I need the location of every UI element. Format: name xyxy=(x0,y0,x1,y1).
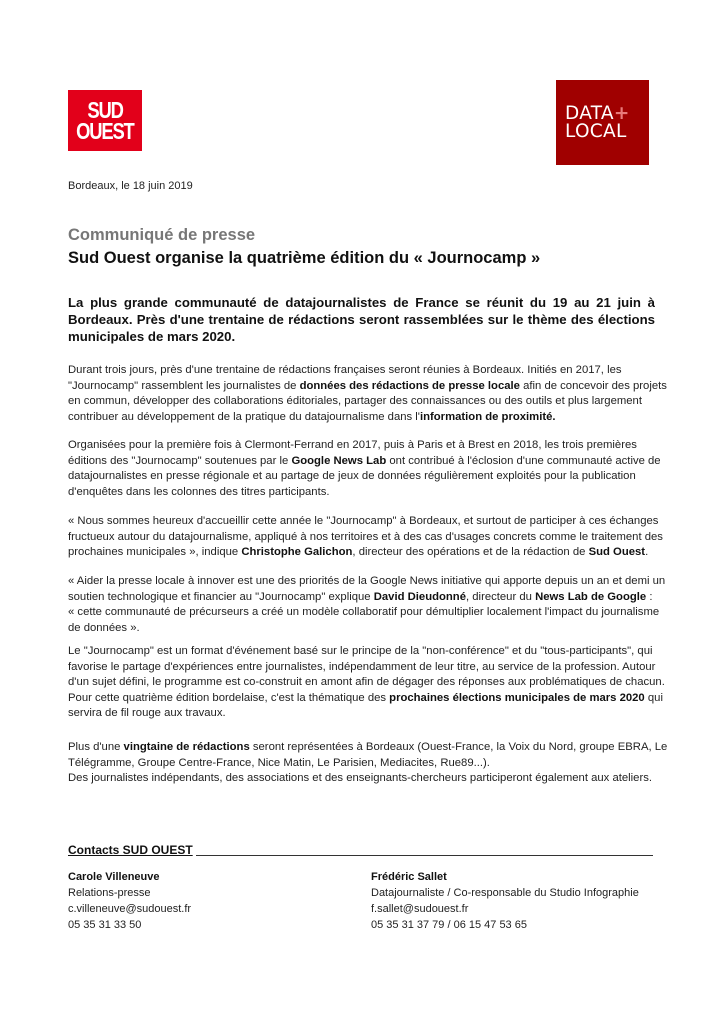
text: , directeur des opérations et de la rédaction de xyxy=(352,546,589,558)
bold-text: données des rédactions de presse locale xyxy=(299,379,520,392)
bold-text: David Dieudonné xyxy=(373,590,466,603)
bold-text: Google News Lab xyxy=(291,454,387,467)
text: Durant trois jours, près d'une trentaine de rédactions françaises seront réunies à Bordeaux. Initiés en 2017, les "Journocamp" rassemblent les journalistes de xyxy=(68,364,622,392)
contacts-title: Contacts SUD OUEST xyxy=(68,843,193,857)
contact-email[interactable]: f.sallet@sudouest.fr xyxy=(371,903,469,915)
date-line: Bordeaux, le 18 juin 2019 xyxy=(68,180,193,192)
text: Organisées pour la première fois à Clermont-Ferrand en 2017, puis à Paris et à Brest en 2018, les trois premières éditions des "Journocamp" soutenues par le xyxy=(68,439,637,467)
text: seront représentées à Bordeaux (Ouest-France, la Voix du Nord, groupe EBRA, Le Télégramme, Groupe Centre-France, Nice Matin, Le Parisien, Mediacites, Rue89...). xyxy=(68,741,668,769)
bold-text: vingtaine de rédactions xyxy=(123,741,250,753)
sud-ouest-logo-line1: SUD xyxy=(87,96,123,123)
text: ont contribué à l'éclosion d'une communauté active de datajournalistes en presse régionale et au partage de jeux de données régulièrement exploités pour la publication d'enquêtes dans les colonnes des titres participants. xyxy=(68,454,661,498)
data-local-logo-data: DATA xyxy=(565,102,614,124)
contact-email[interactable]: c.villeneuve@sudouest.fr xyxy=(68,903,192,915)
data-local-logo-line1 xyxy=(565,102,649,124)
sud-ouest-logo-line2: OUEST xyxy=(76,117,134,144)
paragraph-5 xyxy=(68,644,668,722)
sud-ouest-logo xyxy=(68,90,142,151)
bold-text: Christophe Galichon xyxy=(241,546,353,558)
kicker: Communiqué de presse xyxy=(68,226,256,244)
bold-text: Sud Ouest xyxy=(588,546,646,558)
contact-role: Datajournaliste / Co-responsable du Studio Infographie xyxy=(371,887,639,899)
paragraph-3 xyxy=(68,514,668,561)
bold-text: information de proximité. xyxy=(419,410,556,423)
paragraph-4 xyxy=(68,574,668,636)
contact-role: Relations-presse xyxy=(68,887,151,899)
paragraph-6 xyxy=(68,740,668,787)
contact-card-right xyxy=(371,869,639,933)
lead-paragraph: La plus grande communauté de datajournalistes de France se réunit du 19 au 21 juin à Bordeaux. Près d'une trentaine de rédactions seront rassemblées sur le thème des élections municipales de mars 2020. xyxy=(68,295,655,344)
bold-text: prochaines élections municipales de mars 2020 xyxy=(389,691,645,704)
paragraph-2 xyxy=(68,438,668,500)
contacts-header xyxy=(68,843,653,857)
text: qui servira de fil rouge aux travaux. xyxy=(68,691,663,719)
text: « Nous sommes heureux d'accueillir cette année le "Journocamp" à Bordeaux, et surtout de participer à ces échanges fructueux autour du datajournalisme, appliqué à nos territoires et à des cas d'usages concrets comme le traitement des prochaines municipales », indique xyxy=(68,515,663,558)
contact-name: Frédéric Sallet xyxy=(371,871,447,883)
text: . xyxy=(645,546,649,558)
bold-text: News Lab de Google xyxy=(535,590,647,603)
text: « cette communauté de précurseurs a créé un modèle collaboratif pour démultiplier localement l'impact du journalisme de données ». xyxy=(68,606,660,634)
data-local-logo-line2: LOCAL xyxy=(565,120,627,142)
paragraph-1 xyxy=(68,363,668,425)
plus-icon: + xyxy=(613,102,630,124)
text: Le "Journocamp" est un format d'événement basé sur le principe de la "non-conférence" et du "tous-participants", qui favorise le partage d'expériences entre journalistes, indépendamment de leur titre, au service de la profession. Autour d'un sujet défini, le programme est co-construit en amont afin de dégager des réponses aux problématiques de chacun. Pour cette quatrième édition bordelaise, c'est la thématique des xyxy=(68,645,665,704)
contact-card-left xyxy=(68,869,191,933)
contact-phone: 05 35 31 37 79 / 06 15 47 53 65 xyxy=(371,919,527,931)
contact-name: Carole Villeneuve xyxy=(68,871,160,883)
text: Plus d'une xyxy=(68,741,124,753)
contact-phone: 05 35 31 33 50 xyxy=(68,919,142,931)
divider xyxy=(196,855,653,856)
text: afin de concevoir des projets en commun, développer des collaborations éditoriales, partager des connaissances ou des outils et plus largement contribuer au développement de la pratique du datajournalisme dans l' xyxy=(68,379,667,423)
headline: Sud Ouest organise la quatrième édition du « Journocamp » xyxy=(68,249,541,267)
text: , directeur du xyxy=(466,590,536,603)
data-local-logo xyxy=(556,80,649,165)
text: « Aider la presse locale à innover est une des priorités de la Google News initiative qui apporte depuis un an et demi un soutien technologique et financier au "Journocamp" explique xyxy=(68,575,666,603)
text: : xyxy=(646,590,653,603)
text: Des journalistes indépendants, des associations et des enseignants-chercheurs participeront également aux ateliers. xyxy=(68,772,653,784)
